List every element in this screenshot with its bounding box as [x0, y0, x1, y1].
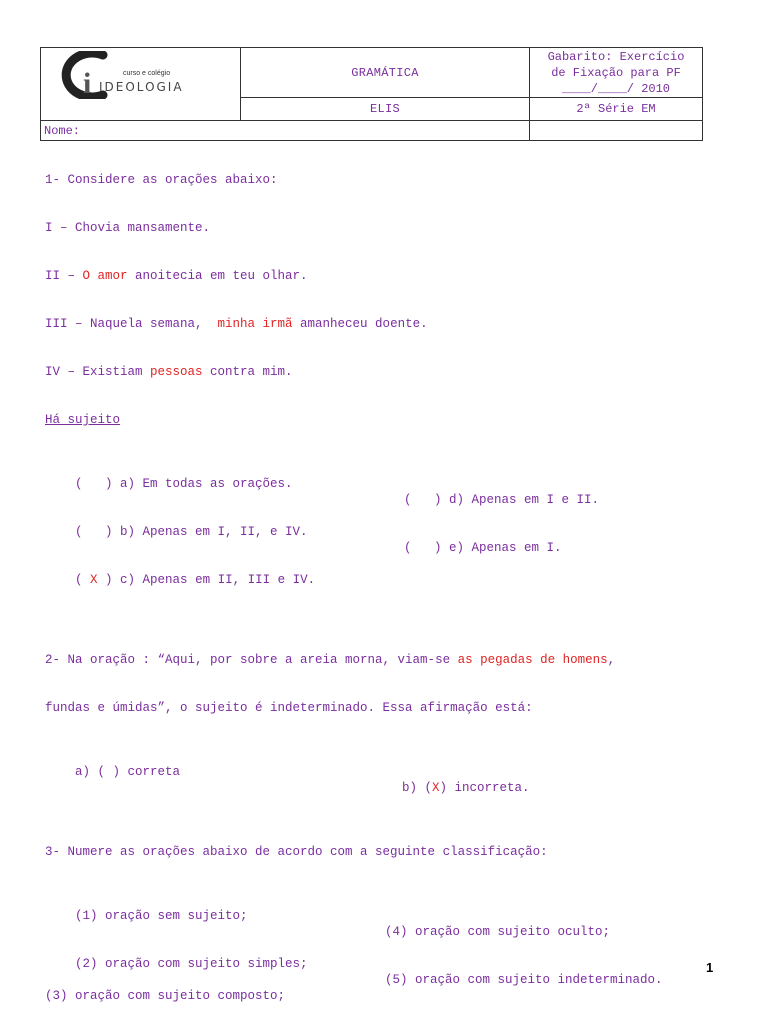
gabarito-line1: Gabarito: Exercício [547, 49, 685, 64]
name-field[interactable]: Nome: [41, 121, 530, 141]
subject-highlight: O amor [82, 269, 128, 283]
logo-big-text: IDEOLOGIA [99, 80, 184, 94]
q1-option-b[interactable]: ( ) b) Apenas em I, II, e IV. [75, 525, 308, 539]
q3-class-3: (3) oração com sujeito composto; [45, 989, 286, 1003]
q3-row-1 [45, 892, 725, 939]
q2-options-row [45, 748, 725, 795]
subject-highlight: minha irmã [217, 317, 293, 331]
q1-options-row-1 [45, 460, 725, 507]
gabarito-cell [530, 48, 703, 98]
q2-option-a[interactable]: a) ( ) correta [75, 765, 181, 779]
q2-line-2: fundas e úmidas”, o sujeito é indeterminado. Essa afirmação está: [45, 701, 533, 715]
q1-intro: 1- Considere as orações abaixo: [45, 173, 278, 187]
q2-line-1: 2- Na oração : “Aqui, por sobre a areia morna, viam-se as pegadas de homens, [45, 653, 616, 667]
gabarito-line2: de Fixação para PF [551, 65, 681, 80]
q2-option-b[interactable]: b) (X) incorreta. [402, 781, 530, 795]
name-extra-cell [530, 121, 703, 141]
q1-option-a[interactable]: ( ) a) Em todas as orações. [75, 477, 293, 491]
q1-ha-sujeito: Há sujeito [45, 413, 121, 427]
q3-class-5: (5) oração com sujeito indeterminado. [385, 973, 663, 987]
q1-options-row-3 [45, 556, 725, 587]
q3-class-2: (2) oração com sujeito simples; [75, 957, 308, 971]
q1-option-e[interactable]: ( ) e) Apenas em I. [404, 541, 562, 555]
subject-highlight: pessoas [150, 365, 203, 379]
exercise-content [45, 140, 725, 1020]
q1-sentence-2: II – O amor anoitecia em teu olhar. [45, 269, 308, 283]
q1-sentence-4: IV – Existiam pessoas contra mim. [45, 365, 293, 379]
header-table [40, 47, 703, 141]
q3-row-2 [45, 940, 725, 987]
q1-sentence-1: I – Chovia mansamente. [45, 221, 211, 235]
q3-class-1: (1) oração sem sujeito; [75, 909, 248, 923]
logo-letter: i [83, 67, 92, 99]
teacher-cell: ELIS [241, 98, 530, 121]
subject-cell: GRAMÁTICA [241, 48, 530, 98]
q1-options-row-2 [45, 508, 725, 555]
q1-sentence-3: III – Naquela semana, minha irmã amanheceu doente. [45, 317, 428, 331]
q3-intro: 3- Numere as orações abaixo de acordo com a seguinte classificação: [45, 845, 548, 859]
ideologia-logo [45, 51, 225, 99]
answer-mark: X [432, 781, 440, 795]
subject-highlight: as pegadas de homens [457, 653, 608, 667]
grade-cell: 2ª Série EM [530, 98, 703, 121]
gabarito-line3: ____/____/ 2010 [561, 81, 671, 96]
q3-class-4: (4) oração com sujeito oculto; [385, 925, 611, 939]
q1-option-c[interactable]: ( X ) c) Apenas em II, III e IV. [75, 573, 316, 587]
logo-cell [41, 48, 241, 121]
logo-small-text: curso e colégio [123, 70, 171, 77]
page-number: 1 [706, 960, 714, 975]
q1-option-d[interactable]: ( ) d) Apenas em I e II. [404, 493, 600, 507]
answer-mark: X [90, 573, 98, 587]
